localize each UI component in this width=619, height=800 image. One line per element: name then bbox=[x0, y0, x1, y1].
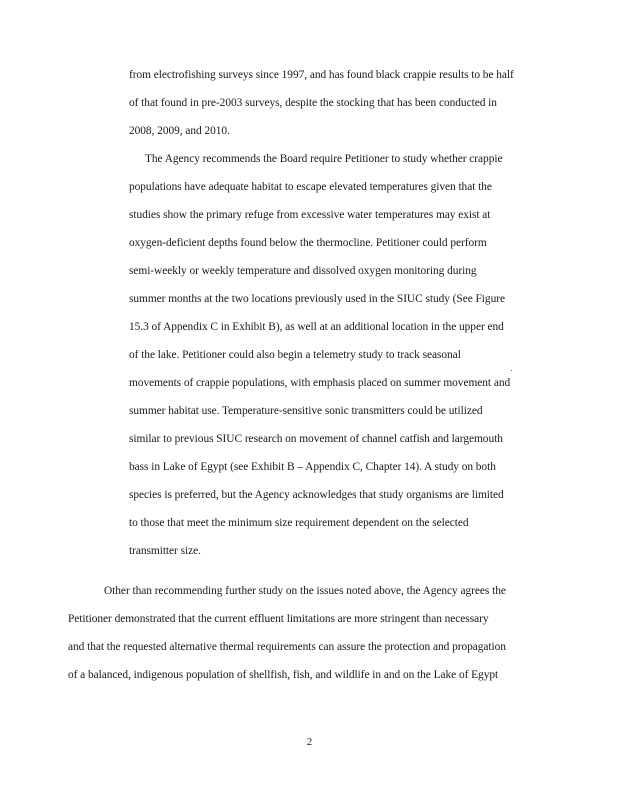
text-line: similar to previous SIUC research on movement of channel catfish and largemouth bbox=[129, 433, 503, 445]
text-line: The Agency recommends the Board require Petitioner to study whether crappie bbox=[145, 153, 503, 165]
text-line: from electrofishing surveys since 1997, and has found black crappie results to be half bbox=[129, 69, 514, 81]
text-line: summer habitat use. Temperature-sensitive sonic transmitters could be utilized bbox=[129, 405, 483, 417]
text-line: summer months at the two locations previously used in the SIUC study (See Figure bbox=[129, 293, 505, 305]
scan-speck bbox=[511, 370, 512, 371]
text-line: species is preferred, but the Agency acknowledges that study organisms are limited bbox=[129, 489, 504, 501]
text-line: Other than recommending further study on the issues noted above, the Agency agrees the bbox=[104, 585, 506, 597]
text-line: of a balanced, indigenous population of shellfish, fish, and wildlife in and on the Lake of Egypt bbox=[68, 669, 499, 681]
text-line: to those that meet the minimum size requirement dependent on the selected bbox=[129, 517, 469, 529]
text-line: movements of crappie populations, with emphasis placed on summer movement and bbox=[129, 377, 511, 389]
text-line: bass in Lake of Egypt (see Exhibit B – Appendix C, Chapter 14). A study on both bbox=[129, 461, 496, 473]
text-line: Petitioner demonstrated that the current effluent limitations are more stringent than necessary bbox=[68, 613, 489, 625]
page-number: 2 bbox=[306, 736, 313, 748]
text-line: oxygen-deficient depths found below the thermocline. Petitioner could perform bbox=[129, 237, 487, 249]
text-line: of that found in pre-2003 surveys, despite the stocking that has been conducted in bbox=[129, 97, 497, 109]
text-line: studies show the primary refuge from excessive water temperatures may exist at bbox=[129, 209, 491, 221]
text-line: of the lake. Petitioner could also begin a telemetry study to track seasonal bbox=[129, 349, 461, 361]
text-line: 15.3 of Appendix C in Exhibit B), as well at an additional location in the upper end bbox=[129, 321, 504, 333]
text-line: 2008, 2009, and 2010. bbox=[129, 125, 230, 137]
text-line: transmitter size. bbox=[129, 545, 201, 557]
text-line: semi-weekly or weekly temperature and dissolved oxygen monitoring during bbox=[129, 265, 477, 277]
text-line: populations have adequate habitat to escape elevated temperatures given that the bbox=[129, 181, 492, 193]
text-line: and that the requested alternative thermal requirements can assure the protection and propagation bbox=[68, 641, 506, 653]
